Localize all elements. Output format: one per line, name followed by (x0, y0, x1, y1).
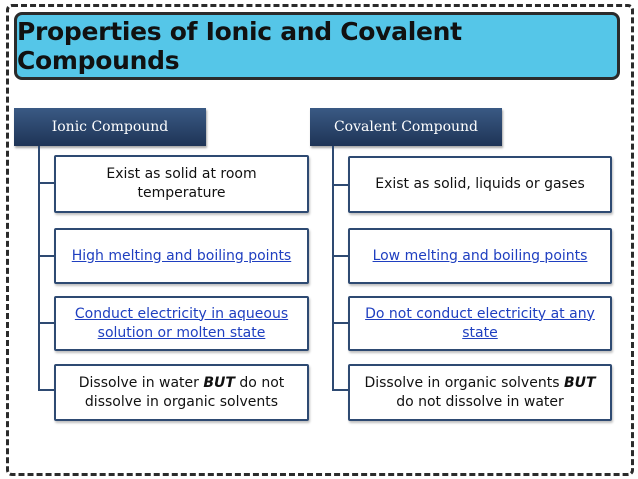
covalent-property-box (348, 156, 612, 213)
covalent-property-box (348, 296, 612, 351)
covalent-header-label: Covalent Compound (333, 119, 479, 135)
ionic-property-box (54, 364, 309, 421)
page-title: Properties of Ionic and Covalent Compounds (17, 17, 462, 75)
ionic-property-box (54, 228, 309, 284)
covalent-connector-branch (332, 322, 348, 324)
covalent-property-box (348, 364, 612, 421)
ionic-connector-branch (38, 255, 54, 257)
ionic-property-text: High melting and boiling points (71, 247, 292, 264)
covalent-property-text: Exist as solid, liquids or gases (375, 176, 585, 192)
covalent-connector-branch (332, 255, 348, 257)
ionic-connector-branch (38, 322, 54, 324)
ionic-connector-branch (38, 182, 54, 184)
covalent-header (310, 108, 502, 146)
ionic-header (14, 108, 206, 146)
ionic-property-box (54, 155, 309, 213)
ionic-property-text: Conduct electricity in aqueous solution or molten state (74, 305, 289, 341)
covalent-property-text: Low melting and boiling points (372, 247, 588, 264)
ionic-property-box (54, 296, 309, 351)
covalent-property-text: Dissolve in organic solvents BUT do not dissolve in water (364, 374, 596, 410)
covalent-property-box (348, 228, 612, 284)
ionic-property-text: Exist as solid at room temperature (106, 166, 257, 201)
covalent-connector-branch (332, 184, 348, 186)
covalent-connector-trunk (332, 146, 334, 390)
ionic-header-label: Ionic Compound (51, 119, 169, 135)
title-banner (14, 12, 620, 80)
covalent-property-text: Do not conduct electricity at any state (365, 305, 595, 341)
covalent-connector-branch (332, 389, 348, 391)
ionic-property-text: Dissolve in water BUT do not dissolve in organic solvents (78, 374, 285, 410)
ionic-connector-branch (38, 389, 54, 391)
